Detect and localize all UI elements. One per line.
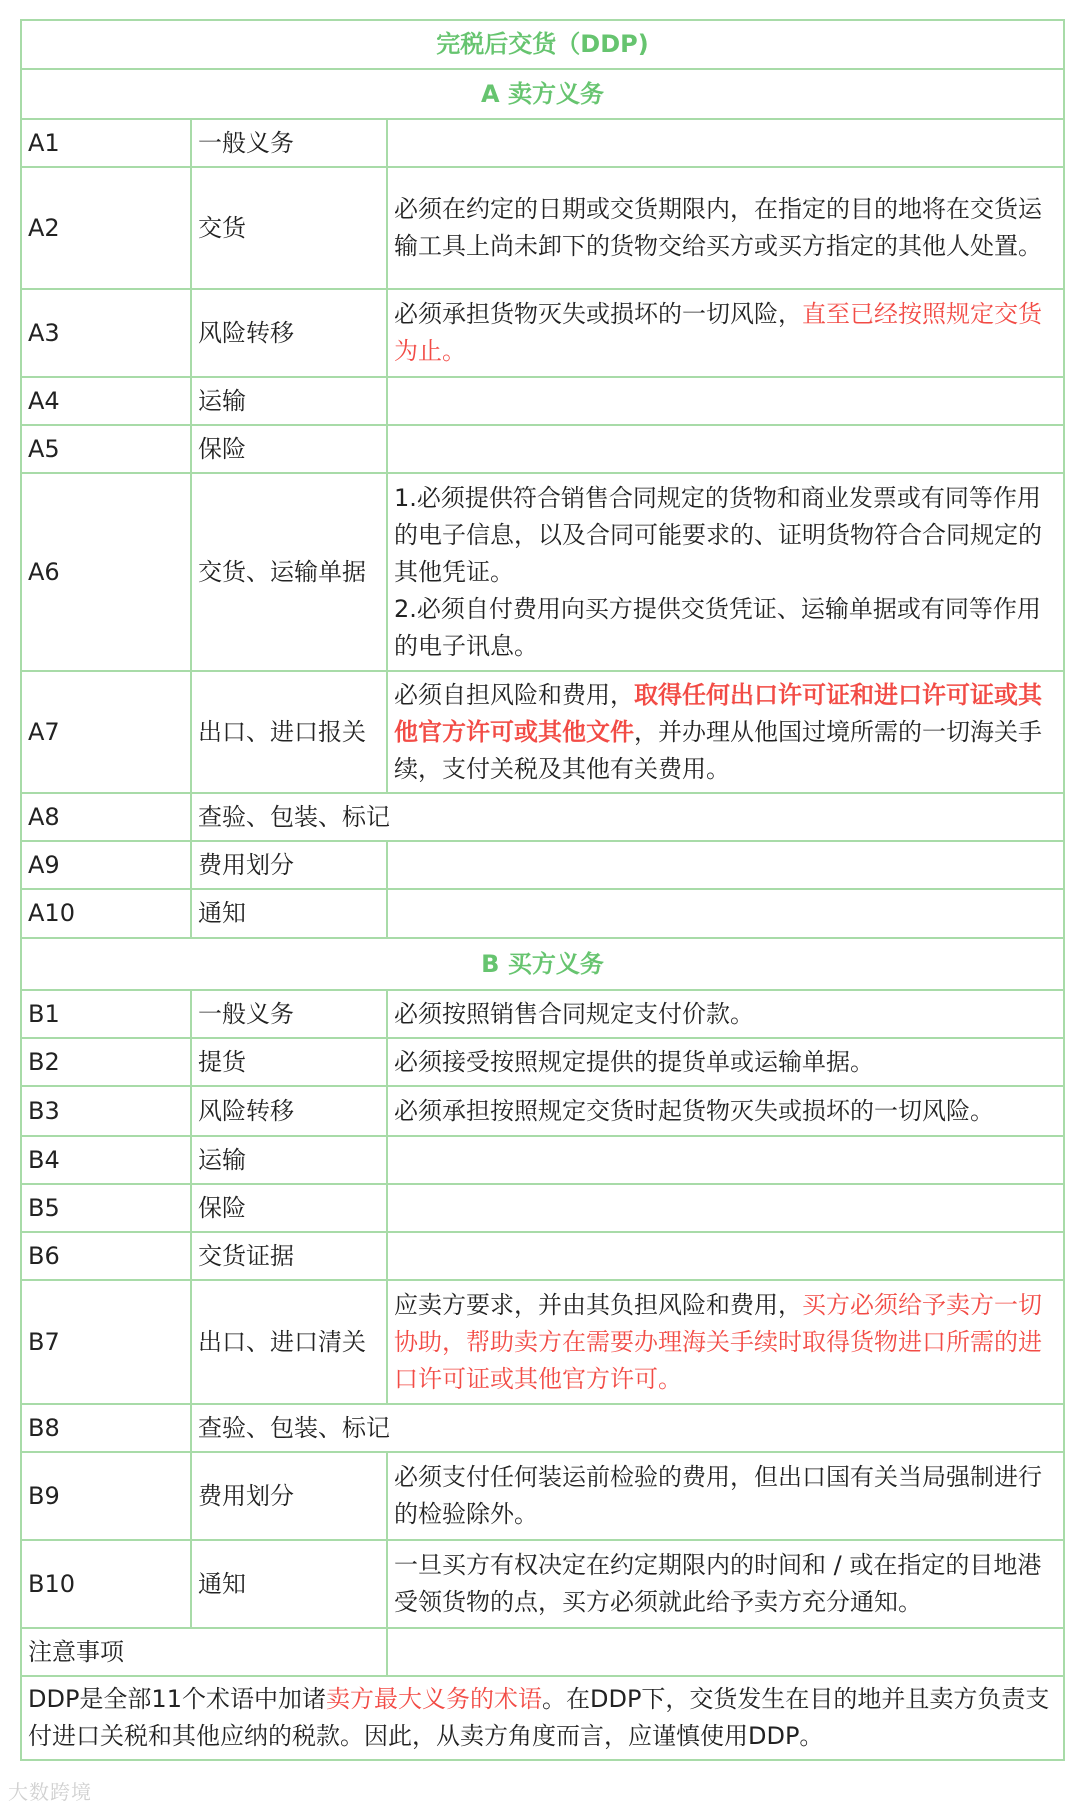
ddp-terms-table [20,19,1065,1761]
item-code: B7 [21,1280,191,1404]
item-code: B1 [21,990,191,1038]
item-desc [387,473,1064,671]
buyer-section-header: B 买方义务 [21,938,1064,990]
item-code: A3 [21,289,191,377]
item-code: B2 [21,1038,191,1086]
item-code: B10 [21,1540,191,1628]
table-row [21,289,1064,377]
watermark-text: 大数跨境 [8,1780,92,1804]
item-code: A9 [21,841,191,889]
desc-line: 2.必须自付费用向买方提供交货凭证、运输单据或有同等作用的电子讯息。 [394,594,1041,660]
table-row [21,793,1064,841]
desc-text: ，并办理从他国过境所需的一切海关手续，支付关税及其他有关费用。 [394,717,1042,783]
item-name: 查验、包装、标记 [191,793,1064,841]
item-desc [387,1184,1064,1232]
item-name: 出口、进口清关 [191,1280,387,1404]
table-row [21,1280,1064,1404]
item-code: A8 [21,793,191,841]
item-name: 保险 [191,425,387,473]
item-desc [387,1232,1064,1280]
item-name: 费用划分 [191,1452,387,1540]
item-code: A10 [21,889,191,938]
notes-label-row [21,1628,1064,1676]
item-name: 通知 [191,889,387,938]
item-name: 出口、进口报关 [191,671,387,793]
item-name: 保险 [191,1184,387,1232]
item-code: A4 [21,377,191,425]
table-row [21,671,1064,793]
table-row [21,889,1064,938]
desc-line: 1.必须提供符合销售合同规定的货物和商业发票或有同等作用的电子信息，以及合同可能要求的、证明货物符合合同规定的其他凭证。 [394,483,1042,586]
item-code: A7 [21,671,191,793]
desc-highlight: 买方必须给予卖方一切协助，帮助卖方在需要办理海关手续时取得货物进口所需的进口许可证或其他官方许可。 [394,1290,1042,1393]
table-row [21,1404,1064,1452]
desc-highlight: 直至已经按照规定交货为止。 [394,300,1042,365]
item-code: B6 [21,1232,191,1280]
item-code: B9 [21,1452,191,1540]
desc-text: 必须承担货物灭失或损坏的一切风险， [394,300,802,328]
item-name: 交货、运输单据 [191,473,387,671]
table-row [21,1038,1064,1086]
item-desc [387,671,1064,793]
table-row [21,1086,1064,1136]
table-row [21,377,1064,425]
item-name: 提货 [191,1038,387,1086]
item-desc: 必须按照销售合同规定支付价款。 [387,990,1064,1038]
item-desc [387,889,1064,938]
item-code: B3 [21,1086,191,1136]
item-name: 查验、包装、标记 [191,1404,1064,1452]
item-name: 一般义务 [191,119,387,167]
item-code: B5 [21,1184,191,1232]
item-name: 运输 [191,1136,387,1184]
item-name: 运输 [191,377,387,425]
buyer-section-row [21,938,1064,990]
notes-text [21,1676,1064,1760]
table-row [21,1184,1064,1232]
table-row [21,1232,1064,1280]
notes-label: 注意事项 [21,1628,387,1676]
table-row [21,167,1064,289]
title-row [21,20,1064,69]
item-name: 交货 [191,167,387,289]
item-name: 风险转移 [191,1086,387,1136]
item-name: 风险转移 [191,289,387,377]
desc-text: 应卖方要求，并由其负担风险和费用， [394,1290,802,1319]
item-name: 费用划分 [191,841,387,889]
item-code: A6 [21,473,191,671]
item-code: A1 [21,119,191,167]
item-desc [387,1136,1064,1184]
table-row [21,841,1064,889]
item-desc [387,425,1064,473]
item-desc: 必须接受按照规定提供的提货单或运输单据。 [387,1038,1064,1086]
desc-text: 必须自担风险和费用， [394,680,634,709]
notes-text-row [21,1676,1064,1760]
notes-label-blank [387,1628,1064,1676]
table-row [21,1452,1064,1540]
item-name: 交货证据 [191,1232,387,1280]
notes-highlight: 卖方最大义务的术语 [325,1685,542,1713]
table-row [21,119,1064,167]
table-row [21,425,1064,473]
table-row [21,1136,1064,1184]
table-row [21,990,1064,1038]
item-desc: 必须承担按照规定交货时起货物灭失或损坏的一切风险。 [387,1086,1064,1136]
seller-section-header: A 卖方义务 [21,69,1064,119]
item-code: B4 [21,1136,191,1184]
item-name: 一般义务 [191,990,387,1038]
item-desc: 必须在约定的日期或交货期限内，在指定的目的地将在交货运输工具上尚未卸下的货物交给买方或买方指定的其他人处置。 [387,167,1064,289]
item-code: B8 [21,1404,191,1452]
item-desc [387,119,1064,167]
table-row [21,1540,1064,1628]
item-desc: 必须支付任何装运前检验的费用，但出口国有关当局强制进行的检验除外。 [387,1452,1064,1540]
item-name: 通知 [191,1540,387,1628]
notes-text-part: 。在DDP下，交货发生在目的地并且卖方负责支付进口关税和其他应纳的税款。因此，从卖方角度而言，应谨慎使用DDP。 [28,1685,1050,1750]
table-row [21,473,1064,671]
desc-highlight: 取得任何出口许可证和进口许可证或其他官方许可或其他文件 [394,680,1042,746]
item-code: A5 [21,425,191,473]
item-desc [387,289,1064,377]
notes-text-part: DDP是全部11个术语中加诸 [28,1685,326,1713]
table-title: 完税后交货（DDP) [21,20,1064,69]
item-desc [387,841,1064,889]
item-code: A2 [21,167,191,289]
seller-section-row [21,69,1064,119]
item-desc [387,1280,1064,1404]
item-desc: 一旦买方有权决定在约定期限内的时间和 / 或在指定的目地港受领货物的点，买方必须就此给予卖方充分通知。 [387,1540,1064,1628]
item-desc [387,377,1064,425]
